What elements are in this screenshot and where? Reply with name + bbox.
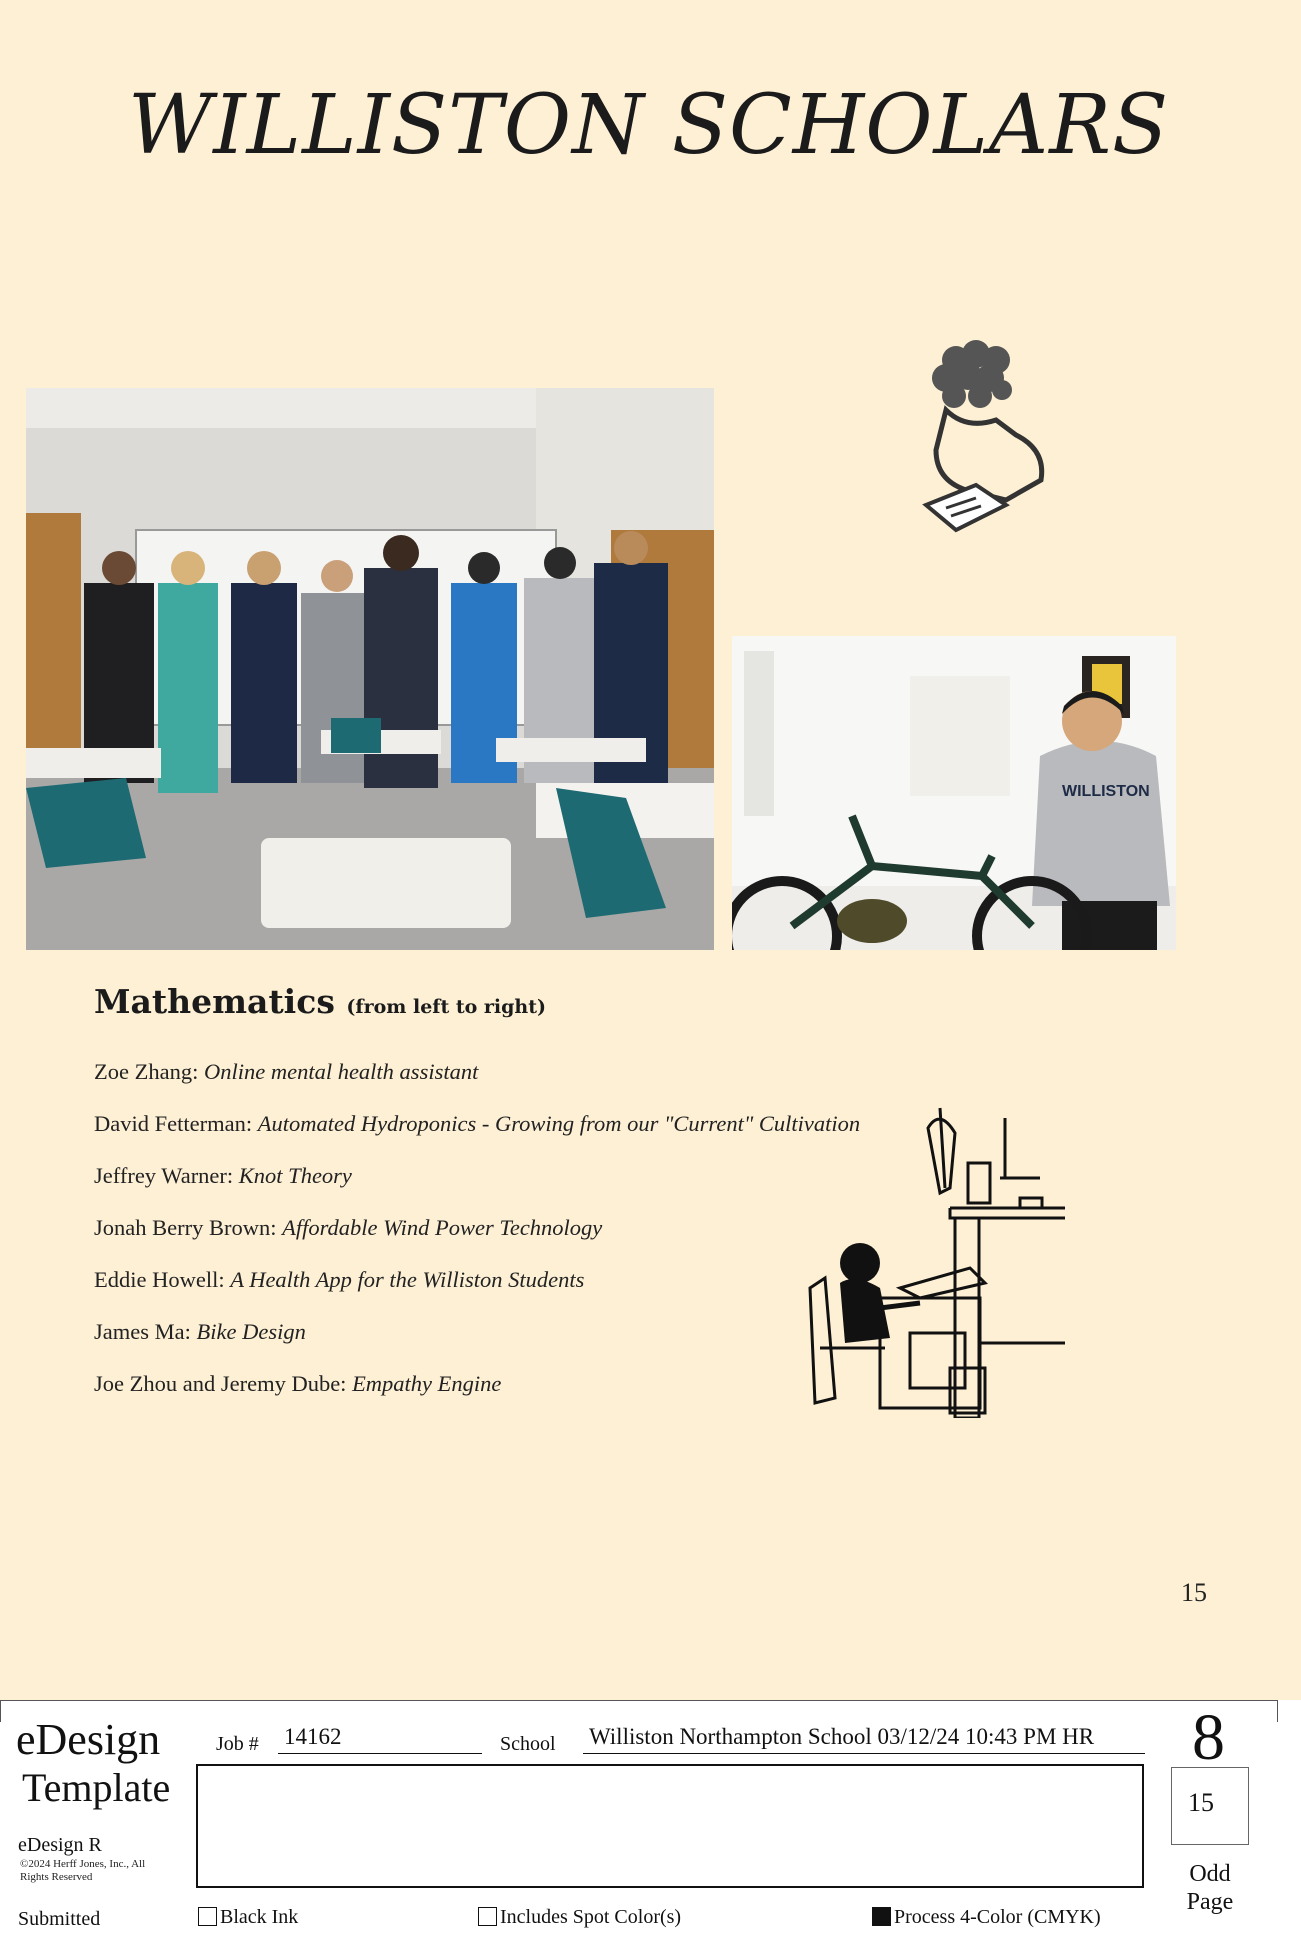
school-label: School xyxy=(500,1733,556,1755)
page-number-box: 15 xyxy=(1171,1767,1249,1845)
school-field[interactable]: Williston Northampton School 03/12/24 10:43 PM HR xyxy=(583,1724,1145,1754)
section-subtitle: (from left to right) xyxy=(346,996,546,1018)
page-title: WILLISTON SCHOLARS xyxy=(128,78,1170,173)
list-item: Jeffrey Warner: Knot Theory xyxy=(94,1163,352,1188)
job-number-field[interactable]: 14162 xyxy=(278,1724,482,1754)
group-photo xyxy=(26,388,714,950)
scholar-list xyxy=(94,1046,860,1410)
brand-line-2: Template xyxy=(22,1765,171,1810)
process-color-checkbox[interactable] xyxy=(872,1907,891,1926)
spread-number: 8 xyxy=(1192,1701,1225,1774)
page-number: 15 xyxy=(1181,1578,1207,1607)
notes-box[interactable] xyxy=(196,1764,1144,1888)
brand-line-1: eDesign xyxy=(16,1715,161,1764)
copyright-text: ©2024 Herff Jones, Inc., All Rights Reserved xyxy=(20,1858,146,1883)
list-item: David Fetterman: Automated Hydroponics - Growing from our "Current" Cultivation xyxy=(94,1111,861,1136)
spot-color-option[interactable]: Includes Spot Color(s) xyxy=(478,1906,681,1929)
list-item: Jonah Berry Brown: Affordable Wind Power Technology xyxy=(94,1215,603,1240)
brand-line-3: eDesign R xyxy=(18,1834,102,1856)
child-at-desk-illustration xyxy=(800,1098,1075,1418)
crop-mark-right xyxy=(1277,1700,1278,1722)
odd-page-label: Odd Page xyxy=(1186,1861,1234,1915)
list-item: James Ma: Bike Design xyxy=(94,1319,306,1344)
list-item: Eddie Howell: A Health App for the Williston Students xyxy=(94,1267,585,1292)
svg-text:WILLISTON: WILLISTON xyxy=(1062,783,1150,800)
edesign-footer xyxy=(0,1700,1301,1951)
list-item: Zoe Zhang: Online mental health assistant xyxy=(94,1059,479,1084)
footer-divider xyxy=(0,1700,1278,1701)
section-heading xyxy=(94,982,546,1021)
list-item: Joe Zhou and Jeremy Dube: Empathy Engine xyxy=(94,1371,502,1396)
submitted-label: Submitted xyxy=(18,1908,101,1930)
bike-photo xyxy=(732,636,1176,950)
black-ink-checkbox[interactable] xyxy=(198,1907,217,1926)
spot-color-checkbox[interactable] xyxy=(478,1907,497,1926)
black-ink-option[interactable]: Black Ink xyxy=(198,1906,298,1929)
section-title: Mathematics xyxy=(94,982,335,1021)
student-writing-illustration xyxy=(906,340,1056,540)
crop-mark-left xyxy=(0,1700,1,1722)
process-color-option[interactable]: Process 4-Color (CMYK) xyxy=(872,1906,1101,1929)
job-label: Job # xyxy=(216,1733,259,1755)
